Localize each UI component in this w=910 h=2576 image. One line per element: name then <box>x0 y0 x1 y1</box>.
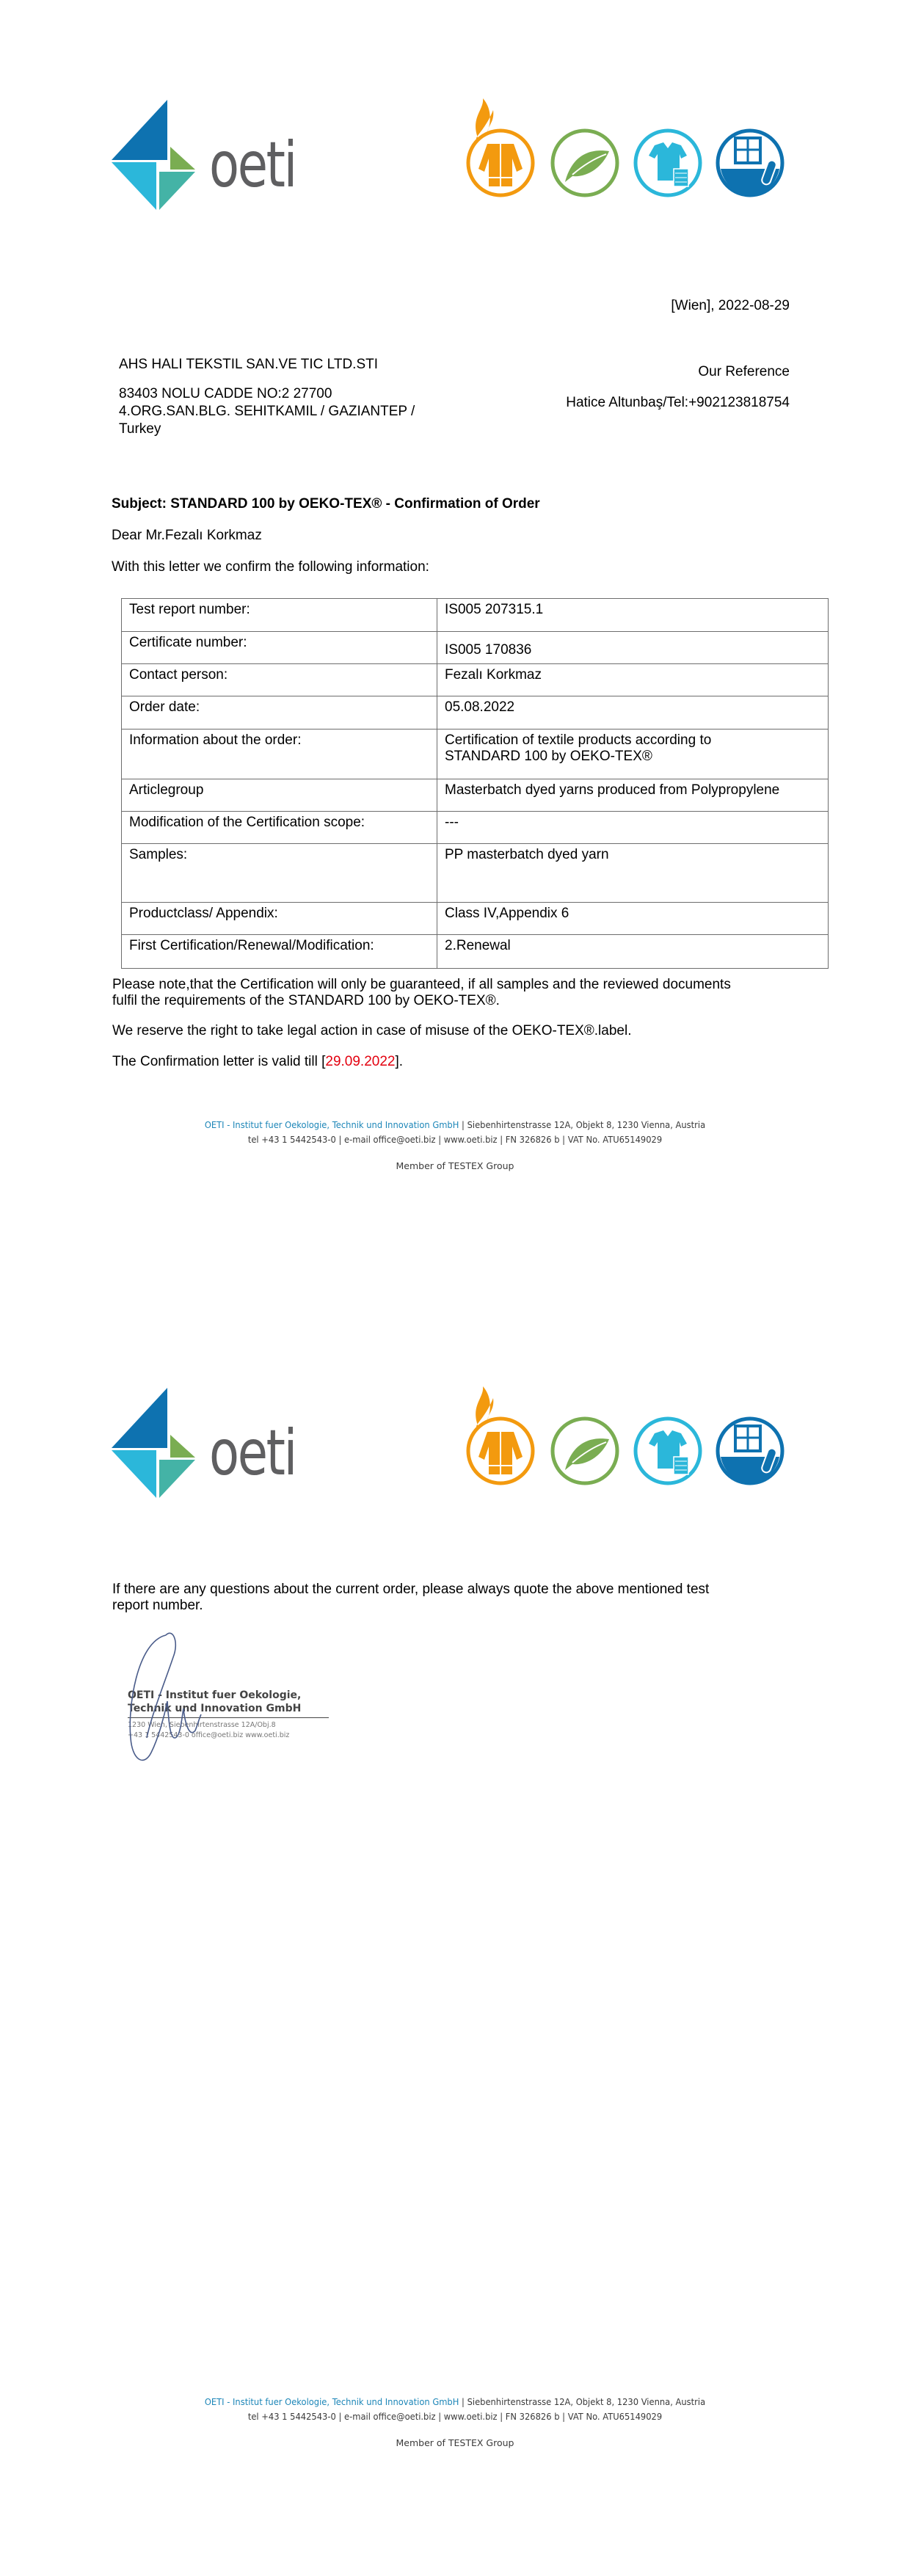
table-row <box>122 844 829 903</box>
footer-company: OETI - Institut fuer Oekologie, Technik und Innovation GmbH <box>204 1119 459 1130</box>
footer-contact: tel +43 1 5442543-0 | e-mail office@oeti.biz | www.oeti.biz | FN 326826 b | VAT No. ATU65149029 <box>247 1134 663 1145</box>
table-row <box>122 632 829 664</box>
table-row <box>122 812 829 844</box>
table-row <box>122 599 829 632</box>
table-row <box>122 935 829 969</box>
row-value: IS005 207315.1 <box>437 599 829 632</box>
row-label: Modification of the Certification scope: <box>122 812 437 844</box>
intro-text: With this letter we confirm the following information: <box>112 559 429 575</box>
row-label: Certificate number: <box>122 632 437 664</box>
row-label: Test report number: <box>122 599 437 632</box>
note-line-1: Please note,that the Certification will only be guaranteed, if all samples and the reviewed documents <box>112 977 731 992</box>
flame-jacket-icon <box>468 98 533 195</box>
subject-line: Subject: STANDARD 100 by OEKO-TEX® - Confirmation of Order <box>112 496 540 512</box>
oeti-wordmark: oeti <box>209 128 296 202</box>
table-row <box>122 729 829 779</box>
validity-suffix: ]. <box>395 1054 404 1069</box>
questions-line-2: report number. <box>112 1598 203 1613</box>
reference-value: Hatice Altunbaş/Tel:+902123818754 <box>566 395 790 410</box>
row-value: IS005 170836 <box>437 632 829 664</box>
footer-address-text: | Siebenhirtenstrasse 12A, Objekt 8, 1230 Vienna, Austria <box>459 2396 706 2407</box>
validity-prefix: The Confirmation letter is valid till [ <box>112 1054 326 1069</box>
footer-address <box>37 1118 874 1147</box>
row-value: PP masterbatch dyed yarn <box>437 844 829 903</box>
row-label: Articlegroup <box>122 779 437 812</box>
row-value: 05.08.2022 <box>437 696 829 729</box>
row-label: Productclass/ Appendix: <box>122 903 437 935</box>
row-label: Order date: <box>122 696 437 729</box>
note-line-2: fulfil the requirements of the STANDARD 100 by OEKO-TEX®. <box>112 993 500 1008</box>
row-label: Samples: <box>122 844 437 903</box>
row-value: Masterbatch dyed yarns produced from Polypropylene <box>437 779 829 812</box>
stamp-line-3: 1230 Wien, Siebenhirtenstrasse 12A/Obj.8 <box>128 1721 276 1729</box>
row-label: Information about the order: <box>122 729 437 779</box>
recipient-company: AHS HALI TEKSTIL SAN.VE TIC LTD.STI <box>119 357 379 372</box>
footer-address <box>37 2395 874 2424</box>
table-row <box>122 903 829 935</box>
certification-icons <box>462 95 785 205</box>
oeti-diamond-icon <box>110 1386 202 1501</box>
flame-jacket-icon <box>468 1386 533 1483</box>
footer-contact: tel +43 1 5442543-0 | e-mail office@oeti.biz | www.oeti.biz | FN 326826 b | VAT No. ATU65149029 <box>247 2411 663 2422</box>
table-row <box>122 664 829 696</box>
oeti-logo <box>110 98 323 213</box>
home-textile-icon <box>718 1419 782 1483</box>
home-textile-icon <box>718 131 782 195</box>
row-value: --- <box>437 812 829 844</box>
validity-line <box>112 1053 403 1070</box>
leaf-icon <box>553 131 617 195</box>
row-value: 2.Renewal <box>437 935 829 969</box>
table-row <box>122 696 829 729</box>
page-2 <box>0 1288 910 2576</box>
recipient-address-line2: 4.ORG.SAN.BLG. SEHITKAMIL / GAZIANTEP / <box>119 404 415 419</box>
oeti-diamond-icon <box>110 98 202 213</box>
row-label: First Certification/Renewal/Modification: <box>122 935 437 969</box>
footer-address-text: | Siebenhirtenstrasse 12A, Objekt 8, 1230 Vienna, Austria <box>459 1119 706 1130</box>
row-value: Fezalı Korkmaz <box>437 664 829 696</box>
oeti-wordmark: oeti <box>209 1416 296 1490</box>
place-date: [Wien], 2022-08-29 <box>671 298 790 313</box>
shirt-thread-icon <box>636 1419 700 1483</box>
leaf-icon <box>553 1419 617 1483</box>
stamp-line-4: +43 1 5442543-0 office@oeti.biz www.oeti.biz <box>128 1731 290 1739</box>
questions-line-1: If there are any questions about the current order, please always quote the above mentioned test <box>112 1582 710 1597</box>
shirt-thread-icon <box>636 131 700 195</box>
salutation: Dear Mr.Fezalı Korkmaz <box>112 528 262 543</box>
row-value: Class IV,Appendix 6 <box>437 903 829 935</box>
validity-date: 29.09.2022 <box>325 1054 396 1069</box>
certification-icons <box>462 1383 785 1493</box>
signature <box>122 1628 225 1775</box>
footer-member: Member of TESTEX Group <box>396 2437 514 2448</box>
table-row <box>122 779 829 812</box>
company-stamp <box>128 1629 348 1776</box>
reference-label: Our Reference <box>698 364 790 379</box>
order-info-table <box>121 598 829 969</box>
recipient-country: Turkey <box>119 421 161 437</box>
footer-member: Member of TESTEX Group <box>396 1160 514 1171</box>
stamp-line-1: OETI - Institut fuer Oekologie, <box>128 1689 302 1701</box>
recipient-address-line1: 83403 NOLU CADDE NO:2 27700 <box>119 386 332 401</box>
oeti-logo <box>110 1386 323 1501</box>
stamp-line-2: Technik und Innovation GmbH <box>128 1703 302 1714</box>
footer-company: OETI - Institut fuer Oekologie, Technik und Innovation GmbH <box>204 2396 459 2407</box>
row-value: Certification of textile products according to STANDARD 100 by OEKO-TEX® <box>437 729 829 779</box>
row-label: Contact person: <box>122 664 437 696</box>
legal-notice: We reserve the right to take legal action in case of misuse of the OEKO-TEX®.label. <box>112 1023 632 1038</box>
